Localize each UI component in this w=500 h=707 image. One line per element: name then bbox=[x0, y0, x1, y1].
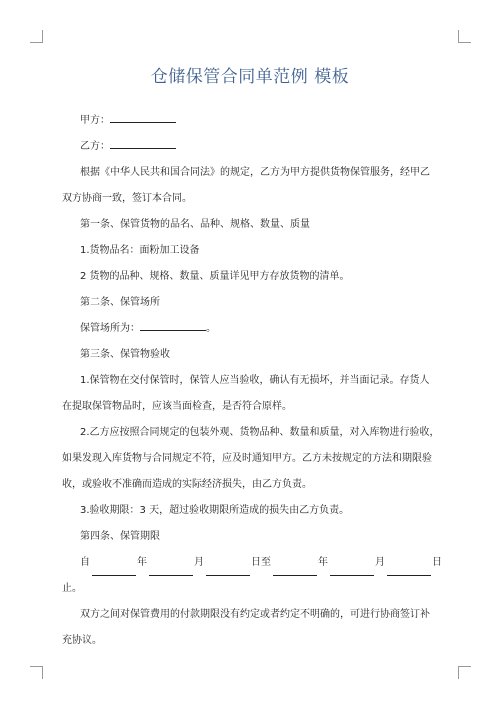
end-month-blank[interactable] bbox=[330, 563, 374, 576]
party-a-label: 甲方： bbox=[80, 115, 110, 126]
location-line bbox=[62, 316, 442, 342]
clause-1-line-2: 在提取保管物品时，应该当面检查，是否符合原样。 bbox=[62, 401, 292, 412]
crop-mark-top-left bbox=[30, 30, 43, 43]
article-2-title: 第二条、保管场所 bbox=[80, 297, 160, 308]
party-b-blank[interactable] bbox=[110, 136, 176, 149]
date-word-month: 月 bbox=[194, 557, 204, 568]
date-word-month-2: 月 bbox=[375, 557, 385, 568]
party-a-blank[interactable] bbox=[110, 110, 176, 123]
fee-line-1: 双方之间对保管费用的付款期限没有约定或者约定不明确的，可进行协商签订补 bbox=[80, 609, 430, 620]
location-label: 保管场所为： bbox=[80, 323, 140, 334]
intro-line-1: 根据《中华人民共和国合同法》的规定，乙方为甲方提供货物保管服务，经甲乙 bbox=[80, 167, 430, 178]
date-word-year-2: 年 bbox=[318, 557, 328, 568]
term-date-row bbox=[62, 550, 442, 576]
end-year-blank[interactable] bbox=[273, 563, 317, 576]
date-word-from: 自 bbox=[80, 557, 90, 568]
location-suffix: 。 bbox=[206, 323, 216, 334]
end-day-blank[interactable] bbox=[387, 563, 431, 576]
article-1-item-2: 2 货物的品种、规格、数量、质量详见甲方存放货物的清单。 bbox=[80, 271, 350, 282]
start-day-blank[interactable] bbox=[206, 563, 250, 576]
date-word-year: 年 bbox=[137, 557, 147, 568]
article-4-title: 第四条、保管期限 bbox=[80, 531, 160, 542]
clause-2-line-1: 2.乙方应按照合同规定的包装外观、货物品种、数量和质量，对入库物进行验收， bbox=[80, 427, 440, 438]
clause-2-line-2: 如果发现入库货物与合同规定不符，应及时通知甲方。乙方未按规定的方法和期限验 bbox=[62, 453, 432, 464]
crop-mark-top-right bbox=[458, 30, 471, 43]
date-end: 止。 bbox=[62, 583, 82, 594]
clause-3: 3.验收期限：3 天，超过验收期限所造成的损失由乙方负责。 bbox=[80, 505, 350, 516]
intro-line-2: 双方协商一致，签订本合同。 bbox=[62, 193, 192, 204]
party-b-line bbox=[62, 134, 442, 160]
crop-mark-bottom-right bbox=[458, 666, 471, 679]
clause-2-line-3: 收，或验收不准确而造成的实际经济损失，由乙方负责。 bbox=[62, 479, 312, 490]
crop-mark-bottom-left bbox=[30, 666, 43, 679]
start-year-blank[interactable] bbox=[92, 563, 136, 576]
clause-1-line-1: 1.保管物在交付保管时，保管人应当验收，确认有无损坏，并当面记录。存货人 bbox=[80, 375, 430, 386]
date-word-day-to: 日至 bbox=[251, 557, 271, 568]
start-month-blank[interactable] bbox=[149, 563, 193, 576]
article-1-title: 第一条、保管货物的品名、品种、规格、数量、质量 bbox=[80, 219, 310, 230]
party-b-label: 乙方： bbox=[80, 141, 110, 152]
fee-line-2: 充协议。 bbox=[62, 635, 102, 646]
location-blank[interactable] bbox=[140, 318, 206, 331]
document-title: 仓储保管合同单范例 模板 bbox=[150, 67, 350, 87]
article-1-item-1: 1.货物品名：面粉加工设备 bbox=[80, 245, 200, 256]
document-body bbox=[62, 108, 442, 654]
article-3-title: 第三条、保管物验收 bbox=[80, 349, 170, 360]
date-word-day: 日 bbox=[432, 557, 442, 568]
party-a-line bbox=[62, 108, 442, 134]
